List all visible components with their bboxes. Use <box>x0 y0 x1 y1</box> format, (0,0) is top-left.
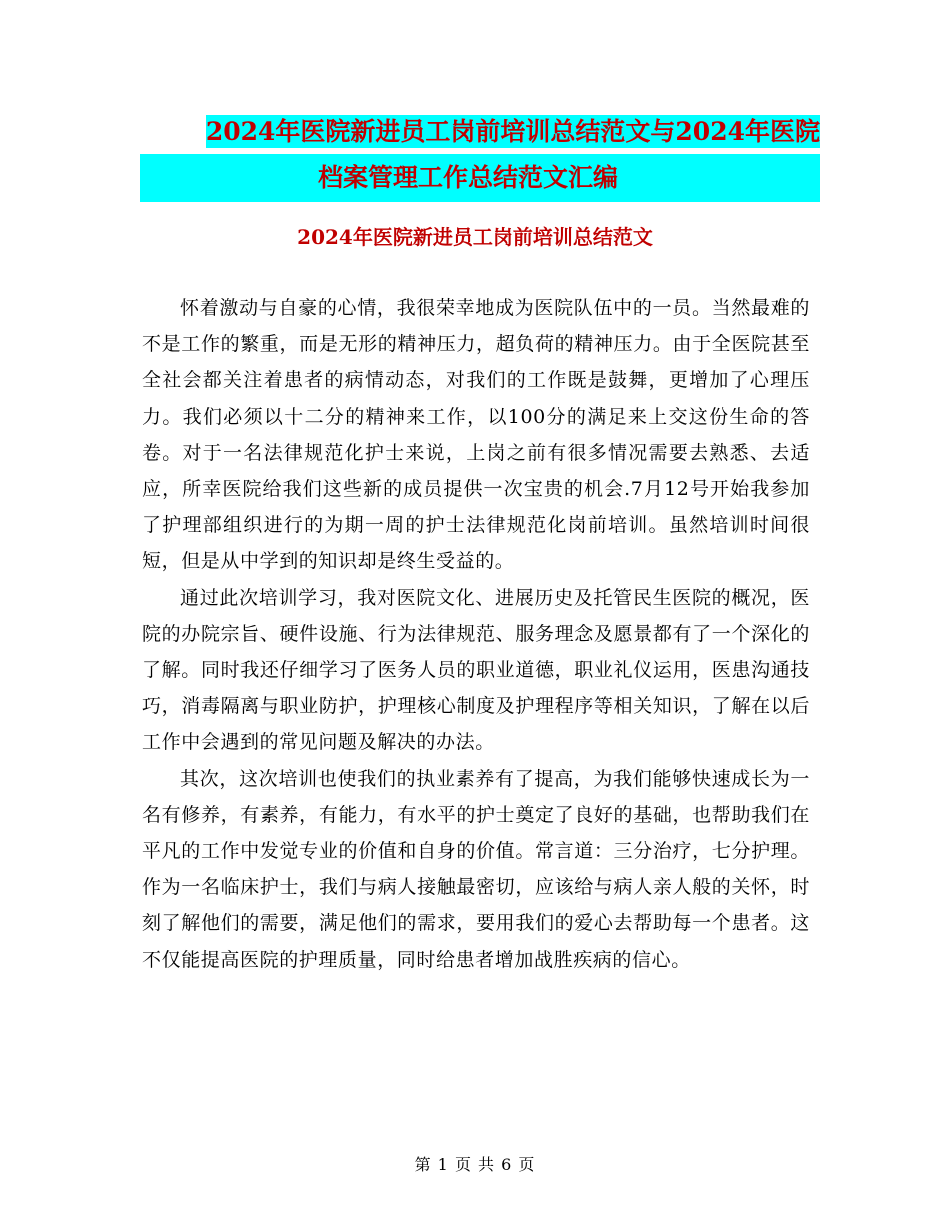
page-footer: 第 1 页 共 6 页 <box>414 1155 536 1174</box>
document-title <box>140 110 820 202</box>
paragraph: 通过此次培训学习，我对医院文化、进展历史及托管民生医院的概况，医院的办院宗旨、硬件设施、行为法律规范、服务理念及愿景都有了一个深化的了解。同时我还仔细学习了医务人员的职业道德，职业礼仪运用，医患沟通技巧，消毒隔离与职业防护，护理核心制度及护理程序等相关知识，了解在以后工作中会遇到的常见问题及解决的办法。 <box>142 586 810 754</box>
paragraph: 怀着激动与自豪的心情，我很荣幸地成为医院队伍中的一员。当然最难的不是工作的繁重，而是无形的精神压力，超负荷的精神压力。由于全医院甚至全社会都关注着患者的病情动态，对我们的工作既是鼓舞，更增加了心理压力。我们必须以十二分的精神来工作，以100分的满足来上交这份生命的答卷。对于一名法律规范化护士来说，上岗之前有很多情况需要去熟悉、去适应，所幸医院给我们这些新的成员提供一次宝贵的机会.7月12号开始我参加了护理部组织进行的为期一周的护士法律规范化岗前培训。虽然培训时间很短，但是从中学到的知识却是终生受益的。 <box>142 297 810 573</box>
section-heading: 2024年医院新进员工岗前培训总结范文 <box>297 225 653 249</box>
document-title-line2-wrapper <box>140 154 820 202</box>
document-title-line2: 档案管理工作总结范文汇编 <box>318 163 619 192</box>
paragraph: 其次，这次培训也使我们的执业素养有了提高，为我们能够快速成长为一名有修养，有素养，有能力，有水平的护士奠定了良好的基础，也帮助我们在平凡的工作中发觉专业的价值和自身的价值。常言道：三分治疗，七分护理。作为一名临床护士，我们与病人接触最密切，应该给与病人亲人般的关怀，时刻了解他们的需要，满足他们的需求，要用我们的爱心去帮助每一个患者。这不仅能提高医院的护理质量，同时给患者增加战胜疾病的信心。 <box>142 767 810 971</box>
document-body <box>142 290 810 978</box>
document-title-line1: 2024年医院新进员工岗前培训总结范文与2024年医院 <box>205 117 820 146</box>
